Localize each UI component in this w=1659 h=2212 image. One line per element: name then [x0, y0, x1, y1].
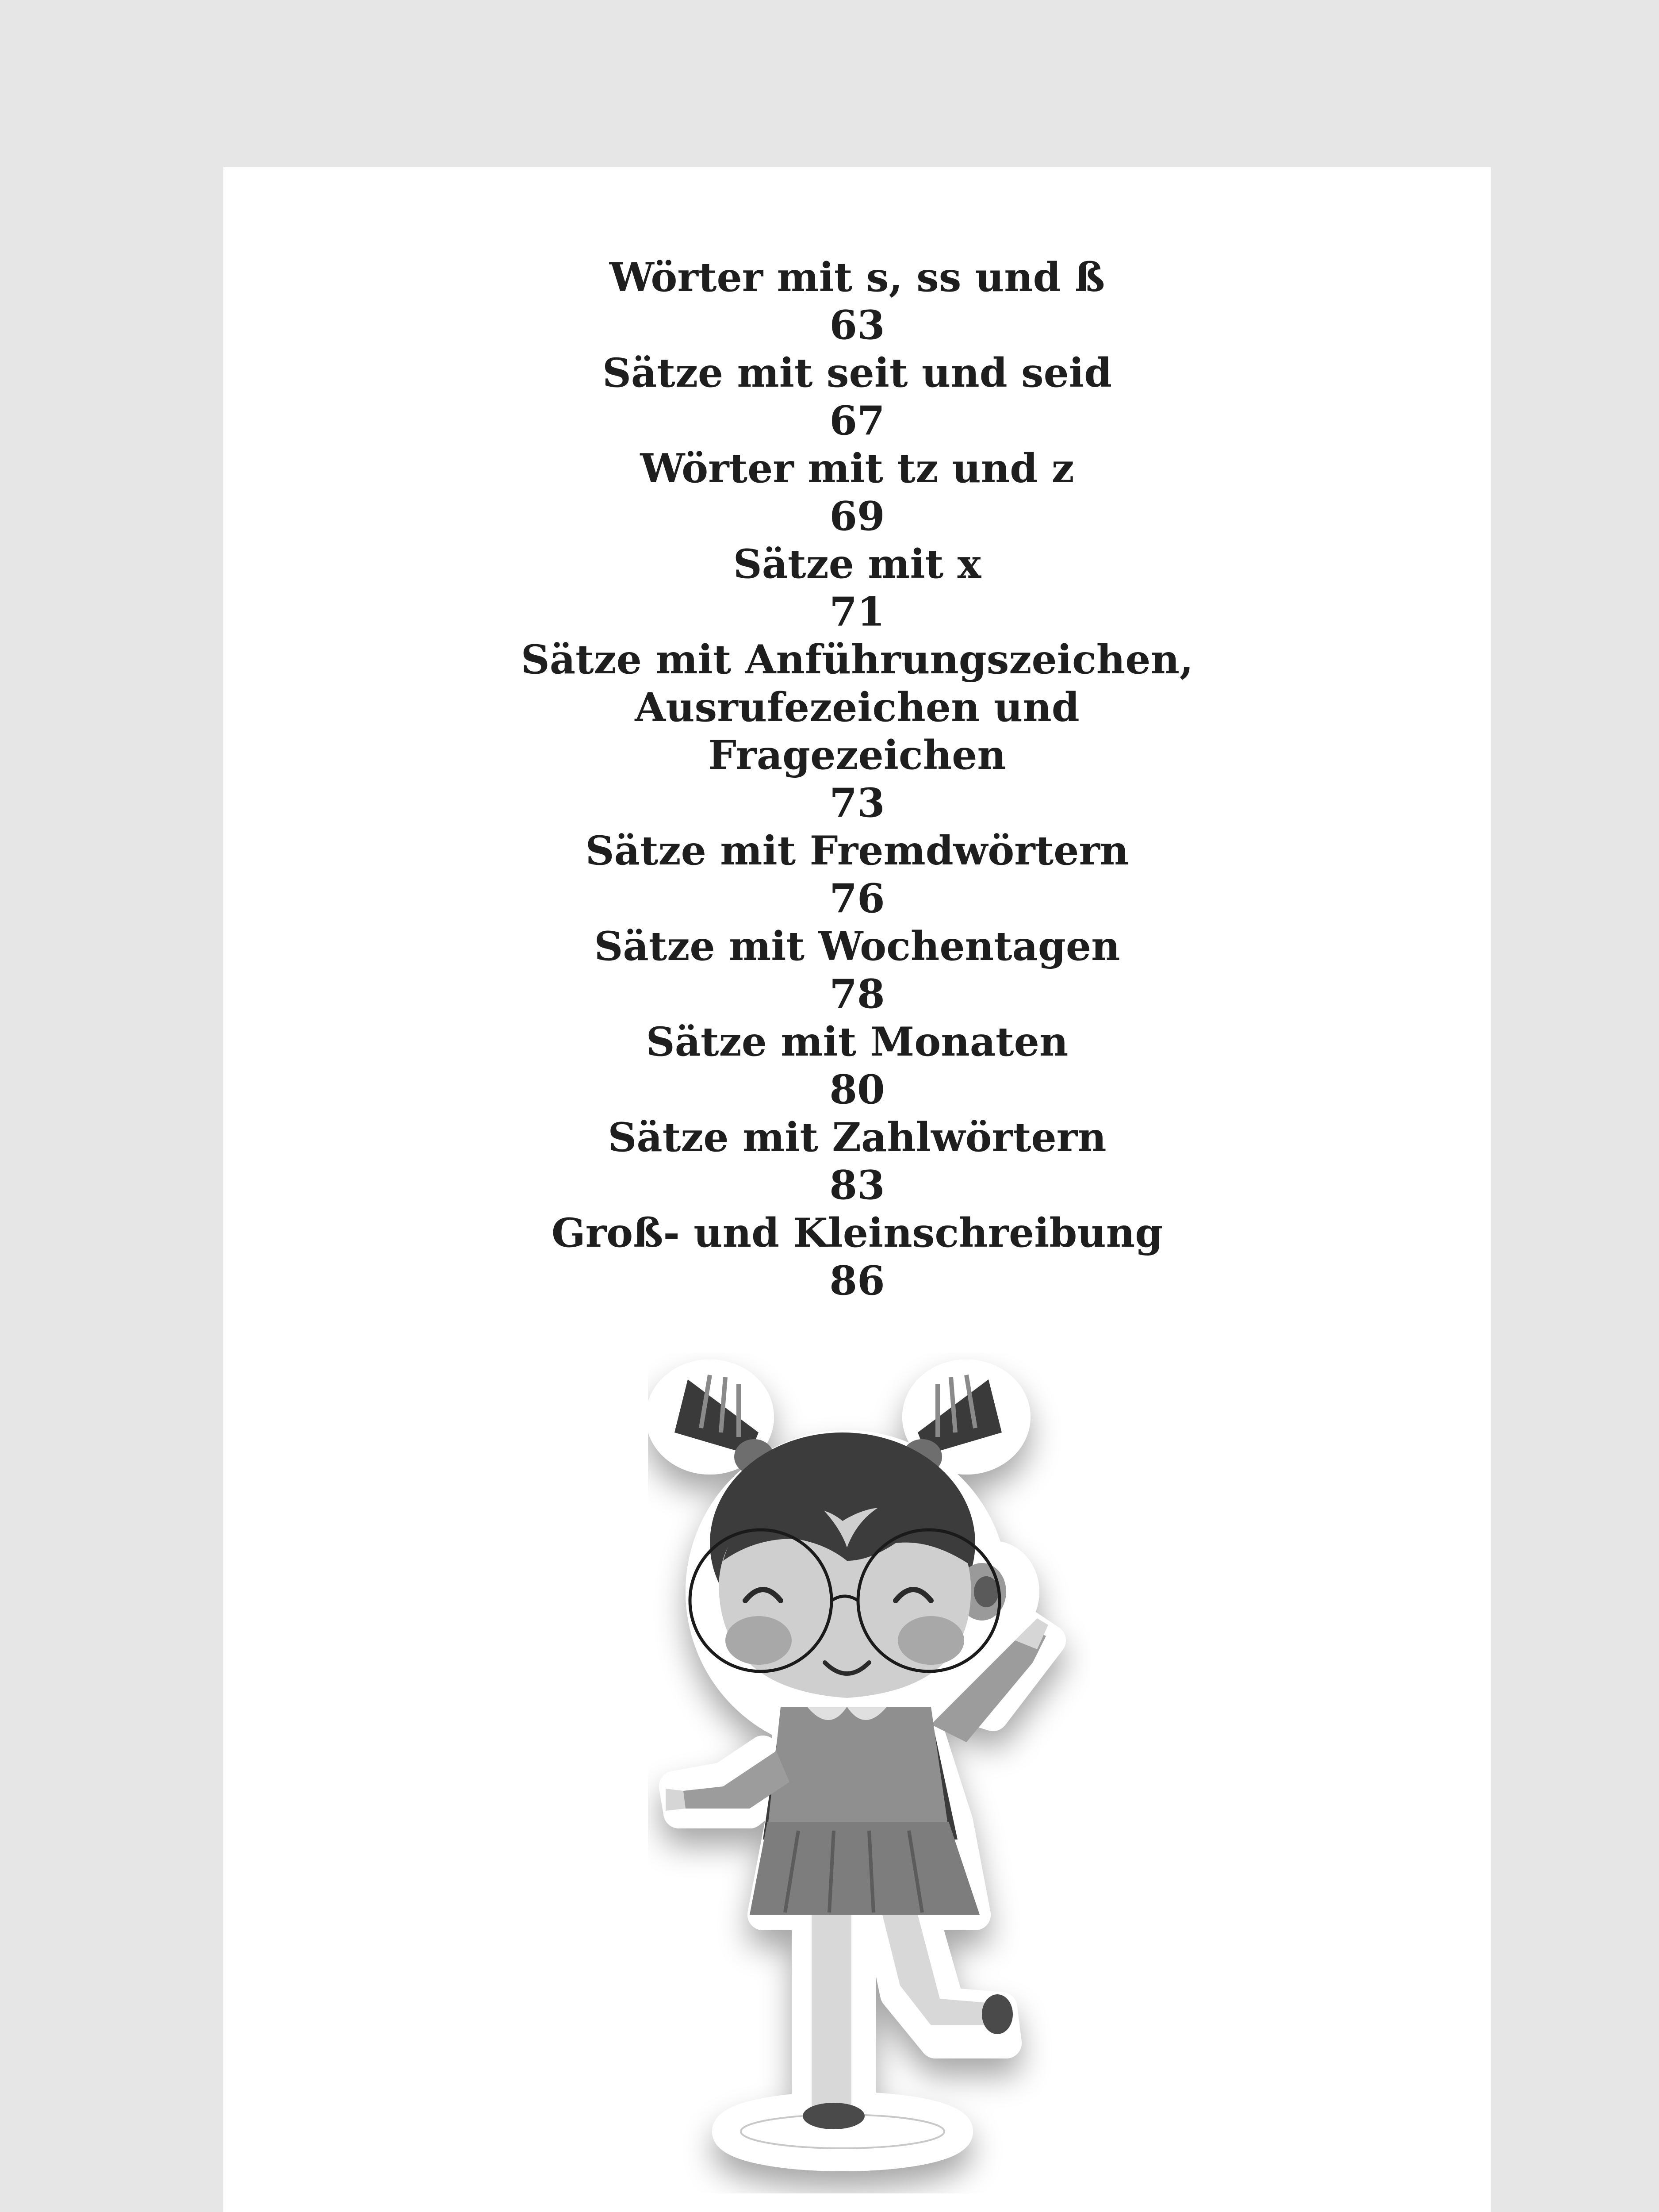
toc-entry-page: 69: [829, 493, 885, 540]
shoe-left: [803, 2103, 865, 2129]
girl-illustration: [648, 1353, 1090, 2193]
book-page: [223, 167, 1491, 2212]
toc-entry: [223, 827, 1491, 922]
toc-entry-title: Sätze mit Wochentagen: [594, 923, 1120, 970]
toc-entry: [223, 1209, 1491, 1305]
toc-entry-title-line: Fragezeichen: [708, 732, 1006, 779]
toc-entry: [223, 349, 1491, 445]
toc-entry-title: Sätze mit Monaten: [646, 1018, 1069, 1065]
toc-entry: [223, 540, 1491, 636]
toc-entry-page: 80: [829, 1066, 885, 1113]
toc-entry-title: Wörter mit s, ss und ß: [609, 254, 1105, 301]
shirt: [767, 1707, 949, 1831]
toc-entry: [223, 253, 1491, 349]
leg-left: [812, 1915, 851, 2109]
skirt: [750, 1822, 980, 1915]
toc-entry-title-line: Ausrufezeichen und: [635, 684, 1080, 731]
toc-entry-page: 83: [829, 1162, 885, 1209]
toc-entry-title: Sätze mit seit und seid: [602, 349, 1112, 396]
toc-entry: [223, 445, 1491, 540]
table-of-contents: [223, 253, 1491, 1305]
toc-entry-page: 67: [829, 397, 885, 444]
toc-entry-page: 71: [829, 588, 885, 635]
toc-entry: [223, 1114, 1491, 1209]
toc-entry-title: Sätze mit x: [733, 541, 981, 588]
toc-entry-page: 86: [829, 1257, 885, 1304]
cheek-right: [898, 1616, 964, 1665]
shoe-right: [982, 1994, 1013, 2034]
toc-entry-page: 63: [829, 302, 885, 349]
toc-entry-title-line: Sätze mit Anführungszeichen,: [521, 636, 1194, 683]
toc-entry-title: Groß- und Kleinschreibung: [551, 1210, 1163, 1256]
toc-entry: [223, 1018, 1491, 1114]
cheek-left: [725, 1616, 792, 1665]
toc-entry-title: Sätze mit Zahlwörtern: [608, 1114, 1107, 1161]
toc-entry: [223, 922, 1491, 1018]
girl-with-glasses-image: [648, 1353, 1090, 2193]
toc-entry-page: 73: [829, 780, 885, 826]
toc-entry-page: 78: [829, 971, 885, 1018]
toc-entry: [223, 636, 1491, 827]
toc-entry-page: 76: [829, 875, 885, 922]
toc-entry-title: Sätze mit Fremdwörtern: [585, 827, 1129, 874]
toc-entry-title: Wörter mit tz und z: [640, 445, 1074, 492]
